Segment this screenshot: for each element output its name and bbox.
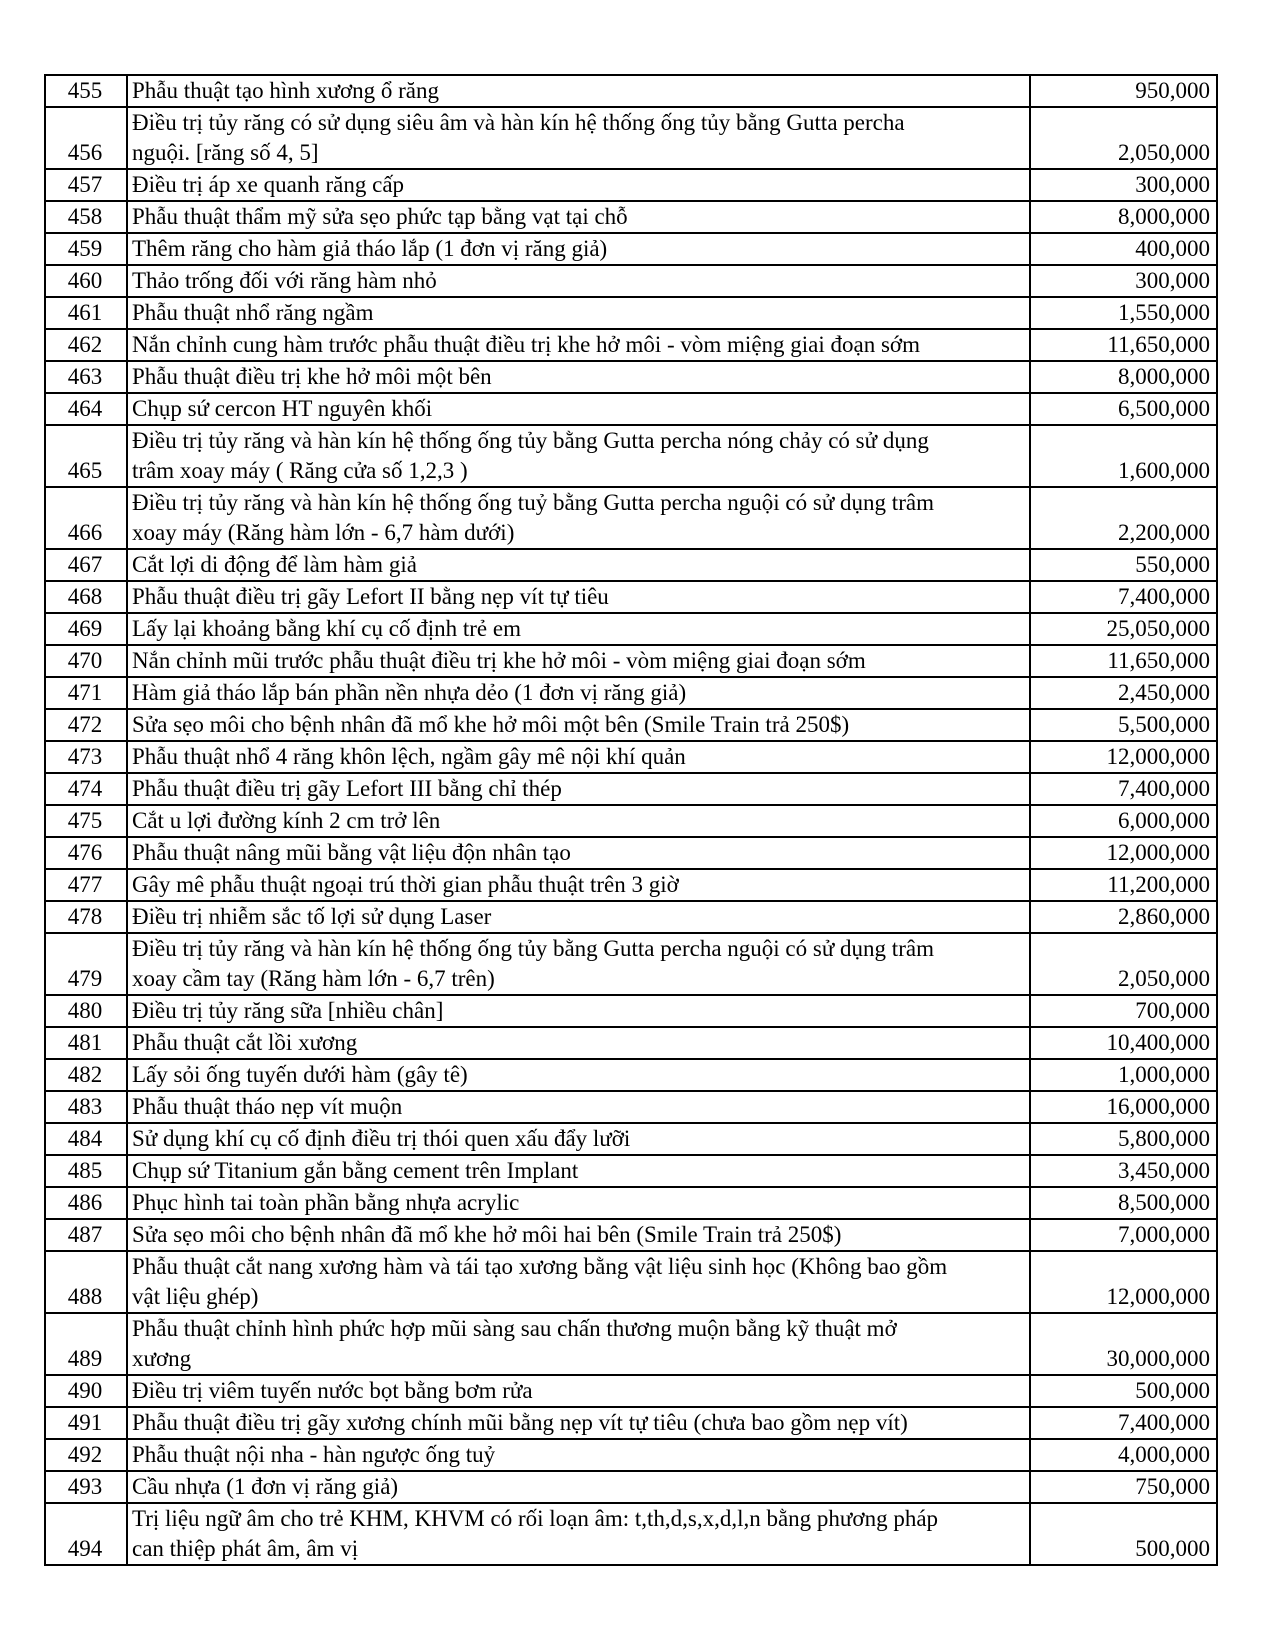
table-row [45, 297, 1217, 329]
row-number: 486 [45, 1187, 127, 1219]
service-name [127, 361, 1030, 393]
table-row [45, 1123, 1217, 1155]
service-name [127, 1155, 1030, 1187]
table-row [45, 613, 1217, 645]
row-number: 494 [45, 1503, 127, 1565]
row-number: 468 [45, 581, 127, 613]
service-price: 11,650,000 [1030, 329, 1217, 361]
row-number: 476 [45, 837, 127, 869]
service-name-line: Chụp sứ cercon HT nguyên khối [132, 396, 433, 421]
service-price: 25,050,000 [1030, 613, 1217, 645]
service-name-line: Nắn chỉnh mũi trước phẫu thuật điều trị khe hở môi - vòm miệng giai đoạn sớm [132, 648, 866, 673]
service-name [127, 869, 1030, 901]
service-name-line: Điều trị tủy răng và hàn kín hệ thống ống tủy bằng Gutta percha nguội có sử dụng trâm [132, 936, 934, 961]
service-name-line: Lấy lại khoảng bằng khí cụ cố định trẻ em [132, 616, 521, 641]
service-name-line: xương [132, 1346, 192, 1371]
row-number: 490 [45, 1375, 127, 1407]
service-price: 2,050,000 [1030, 107, 1217, 169]
service-price: 3,450,000 [1030, 1155, 1217, 1187]
service-price: 8,000,000 [1030, 361, 1217, 393]
service-name [127, 1503, 1030, 1565]
service-name-line: Điều trị tủy răng và hàn kín hệ thống ống tủy bằng Gutta percha nóng chảy có sử dụng [132, 428, 929, 453]
table-row [45, 1407, 1217, 1439]
service-name-line: Hàm giả tháo lắp bán phần nền nhựa dẻo (1 đơn vị răng giả) [132, 680, 687, 705]
table-row [45, 169, 1217, 201]
service-name-line: Lấy sỏi ống tuyến dưới hàm (gây tê) [132, 1062, 468, 1087]
service-name-line: Điều trị tủy răng sữa [nhiều chân] [132, 998, 444, 1023]
service-price: 500,000 [1030, 1503, 1217, 1565]
row-number: 478 [45, 901, 127, 933]
service-price: 5,800,000 [1030, 1123, 1217, 1155]
service-name [127, 933, 1030, 995]
table-row [45, 581, 1217, 613]
service-name-line: Phẫu thuật cắt nang xương hàm và tái tạo xương bằng vật liệu sinh học (Không bao gồm [132, 1254, 948, 1279]
service-name-line: Phẫu thuật thẩm mỹ sửa sẹo phức tạp bằng vạt tại chỗ [132, 204, 628, 229]
row-number: 455 [45, 75, 127, 107]
service-name [127, 677, 1030, 709]
service-name [127, 709, 1030, 741]
service-price: 10,400,000 [1030, 1027, 1217, 1059]
service-name-line: Phục hình tai toàn phần bằng nhựa acrylic [132, 1190, 520, 1215]
table-row [45, 1439, 1217, 1471]
service-name-line: nguội. [răng số 4, 5] [132, 140, 319, 165]
service-name [127, 1375, 1030, 1407]
row-number: 472 [45, 709, 127, 741]
table-row [45, 1059, 1217, 1091]
table-row [45, 1219, 1217, 1251]
table-row [45, 1313, 1217, 1375]
row-number: 492 [45, 1439, 127, 1471]
service-price: 16,000,000 [1030, 1091, 1217, 1123]
service-price: 1,000,000 [1030, 1059, 1217, 1091]
service-name [127, 1439, 1030, 1471]
row-number: 470 [45, 645, 127, 677]
row-number: 456 [45, 107, 127, 169]
row-number: 469 [45, 613, 127, 645]
table-row [45, 393, 1217, 425]
service-price: 700,000 [1030, 995, 1217, 1027]
service-price: 7,400,000 [1030, 773, 1217, 805]
row-number: 462 [45, 329, 127, 361]
service-name-line: Điều trị viêm tuyến nước bọt bằng bơm rửa [132, 1378, 533, 1403]
service-name [127, 741, 1030, 773]
service-name-line: Nắn chỉnh cung hàm trước phẫu thuật điều trị khe hở môi - vòm miệng giai đoạn sớm [132, 332, 920, 357]
service-name [127, 169, 1030, 201]
row-number: 489 [45, 1313, 127, 1375]
table-row [45, 995, 1217, 1027]
service-name-line: Sửa sẹo môi cho bệnh nhân đã mổ khe hở môi một bên (Smile Train trả 250$) [132, 712, 850, 737]
service-name [127, 1219, 1030, 1251]
table-row [45, 773, 1217, 805]
service-price: 2,450,000 [1030, 677, 1217, 709]
table-row [45, 1471, 1217, 1503]
service-price: 30,000,000 [1030, 1313, 1217, 1375]
table-row [45, 233, 1217, 265]
row-number: 465 [45, 425, 127, 487]
service-name [127, 425, 1030, 487]
service-price: 2,050,000 [1030, 933, 1217, 995]
table-row [45, 425, 1217, 487]
table-row [45, 645, 1217, 677]
service-name [127, 297, 1030, 329]
table-row [45, 107, 1217, 169]
service-price: 950,000 [1030, 75, 1217, 107]
table-row [45, 677, 1217, 709]
service-name-line: Điều trị áp xe quanh răng cấp [132, 172, 405, 197]
service-name-line: Điều trị nhiễm sắc tố lợi sử dụng Laser [132, 904, 492, 929]
row-number: 458 [45, 201, 127, 233]
service-name-line: Phẫu thuật điều trị gãy Lefort II bằng nẹp vít tự tiêu [132, 584, 609, 609]
table-row [45, 1187, 1217, 1219]
service-price: 1,600,000 [1030, 425, 1217, 487]
service-name [127, 233, 1030, 265]
service-price: 8,500,000 [1030, 1187, 1217, 1219]
row-number: 466 [45, 487, 127, 549]
service-name-line: can thiệp phát âm, âm vị [132, 1536, 359, 1561]
row-number: 467 [45, 549, 127, 581]
row-number: 471 [45, 677, 127, 709]
row-number: 460 [45, 265, 127, 297]
row-number: 481 [45, 1027, 127, 1059]
service-name-line: vật liệu ghép) [132, 1284, 259, 1309]
service-name [127, 837, 1030, 869]
service-price: 6,500,000 [1030, 393, 1217, 425]
row-number: 480 [45, 995, 127, 1027]
service-name-line: Phẫu thuật điều trị khe hở môi một bên [132, 364, 492, 389]
service-name [127, 581, 1030, 613]
row-number: 483 [45, 1091, 127, 1123]
service-name [127, 1251, 1030, 1313]
row-number: 464 [45, 393, 127, 425]
table-row [45, 1503, 1217, 1565]
table-row [45, 1155, 1217, 1187]
row-number: 461 [45, 297, 127, 329]
row-number: 485 [45, 1155, 127, 1187]
service-name-line: Phẫu thuật cắt lồi xương [132, 1030, 358, 1055]
table-row [45, 933, 1217, 995]
service-name-line: Điều trị tủy răng có sử dụng siêu âm và hàn kín hệ thống ống tủy bằng Gutta percha [132, 110, 905, 135]
service-name [127, 107, 1030, 169]
service-price: 500,000 [1030, 1375, 1217, 1407]
row-number: 473 [45, 741, 127, 773]
service-price: 12,000,000 [1030, 1251, 1217, 1313]
service-name-line: Điều trị tủy răng và hàn kín hệ thống ống tuỷ bằng Gutta percha nguội có sử dụng trâm [132, 490, 934, 515]
service-name [127, 645, 1030, 677]
row-number: 463 [45, 361, 127, 393]
service-name [127, 995, 1030, 1027]
service-price: 4,000,000 [1030, 1439, 1217, 1471]
service-name-line: Phẫu thuật nâng mũi bằng vật liệu độn nhân tạo [132, 840, 571, 865]
service-name-line: Cắt lợi di động để làm hàm giả [132, 552, 417, 577]
service-name [127, 1407, 1030, 1439]
service-price: 6,000,000 [1030, 805, 1217, 837]
table-row [45, 1091, 1217, 1123]
service-price: 5,500,000 [1030, 709, 1217, 741]
row-number: 493 [45, 1471, 127, 1503]
service-name [127, 75, 1030, 107]
service-name-line: Cầu nhựa (1 đơn vị răng giả) [132, 1474, 399, 1499]
service-price: 8,000,000 [1030, 201, 1217, 233]
service-price: 12,000,000 [1030, 837, 1217, 869]
table-row [45, 709, 1217, 741]
service-name [127, 613, 1030, 645]
row-number: 474 [45, 773, 127, 805]
service-name-line: Phẫu thuật điều trị gãy xương chính mũi bằng nẹp vít tự tiêu (chưa bao gồm nẹp vít) [132, 1410, 908, 1435]
row-number: 482 [45, 1059, 127, 1091]
row-number: 487 [45, 1219, 127, 1251]
row-number: 457 [45, 169, 127, 201]
service-price: 12,000,000 [1030, 741, 1217, 773]
service-price: 300,000 [1030, 265, 1217, 297]
service-name-line: Phẫu thuật tháo nẹp vít muộn [132, 1094, 403, 1119]
service-name [127, 265, 1030, 297]
service-name [127, 1091, 1030, 1123]
table-body [45, 75, 1217, 1565]
table-row [45, 741, 1217, 773]
service-name [127, 1123, 1030, 1155]
row-number: 491 [45, 1407, 127, 1439]
table-row [45, 1251, 1217, 1313]
service-name [127, 1059, 1030, 1091]
service-name-line: xoay máy (Răng hàm lớn - 6,7 hàm dưới) [132, 520, 515, 545]
service-price: 7,400,000 [1030, 1407, 1217, 1439]
service-name-line: Gây mê phẫu thuật ngoại trú thời gian phẫu thuật trên 3 giờ [132, 872, 679, 897]
row-number: 488 [45, 1251, 127, 1313]
service-name-line: Cắt u lợi đường kính 2 cm trở lên [132, 808, 441, 833]
service-name-line: Phẫu thuật tạo hình xương ổ răng [132, 78, 439, 103]
service-name-line: Sử dụng khí cụ cố định điều trị thói quen xấu đẩy lưỡi [132, 1126, 631, 1151]
service-name [127, 393, 1030, 425]
service-name [127, 901, 1030, 933]
service-price: 550,000 [1030, 549, 1217, 581]
service-name-line: Chụp sứ Titanium gắn bằng cement trên Implant [132, 1158, 579, 1183]
table-row [45, 265, 1217, 297]
service-price: 7,000,000 [1030, 1219, 1217, 1251]
table-row [45, 487, 1217, 549]
service-name-line: Phẫu thuật chỉnh hình phức hợp mũi sàng sau chấn thương muộn bằng kỹ thuật mở [132, 1316, 897, 1341]
service-name [127, 1471, 1030, 1503]
table-row [45, 201, 1217, 233]
service-name [127, 1187, 1030, 1219]
service-name [127, 549, 1030, 581]
service-name-line: Phẫu thuật nhổ răng ngầm [132, 300, 374, 325]
service-name-line: Sửa sẹo môi cho bệnh nhân đã mổ khe hở môi hai bên (Smile Train trả 250$) [132, 1222, 842, 1247]
row-number: 475 [45, 805, 127, 837]
table-row [45, 901, 1217, 933]
service-name-line: Thêm răng cho hàm giả tháo lắp (1 đơn vị răng giả) [132, 236, 608, 261]
row-number: 479 [45, 933, 127, 995]
service-price: 400,000 [1030, 233, 1217, 265]
row-number: 484 [45, 1123, 127, 1155]
service-name [127, 329, 1030, 361]
table-row [45, 329, 1217, 361]
table-row [45, 869, 1217, 901]
service-price: 2,200,000 [1030, 487, 1217, 549]
service-price: 750,000 [1030, 1471, 1217, 1503]
service-name-line: trâm xoay máy ( Răng cửa số 1,2,3 ) [132, 458, 468, 483]
row-number: 459 [45, 233, 127, 265]
service-name-line: Thảo trống đối với răng hàm nhỏ [132, 268, 437, 293]
service-name-line: Phẫu thuật điều trị gãy Lefort III bằng chỉ thép [132, 776, 562, 801]
table-row [45, 1375, 1217, 1407]
service-price: 300,000 [1030, 169, 1217, 201]
service-price: 11,650,000 [1030, 645, 1217, 677]
service-name-line: Phẫu thuật nhổ 4 răng khôn lệch, ngầm gây mê nội khí quản [132, 744, 686, 769]
service-price: 2,860,000 [1030, 901, 1217, 933]
service-name-line: Phẫu thuật nội nha - hàn ngược ống tuỷ [132, 1442, 496, 1467]
price-table [44, 74, 1218, 1566]
service-name [127, 773, 1030, 805]
table-row [45, 361, 1217, 393]
service-price: 7,400,000 [1030, 581, 1217, 613]
service-name [127, 1313, 1030, 1375]
table-row [45, 549, 1217, 581]
service-price: 1,550,000 [1030, 297, 1217, 329]
service-name [127, 1027, 1030, 1059]
service-price: 11,200,000 [1030, 869, 1217, 901]
service-name-line: xoay cầm tay (Răng hàm lớn - 6,7 trên) [132, 966, 495, 991]
service-name-line: Trị liệu ngữ âm cho trẻ KHM, KHVM có rối loạn âm: t,th,d,s,x,d,l,n bằng phương pháp [132, 1506, 939, 1531]
table-row [45, 75, 1217, 107]
service-name [127, 201, 1030, 233]
table-row [45, 805, 1217, 837]
service-name [127, 805, 1030, 837]
table-row [45, 837, 1217, 869]
table-row [45, 1027, 1217, 1059]
row-number: 477 [45, 869, 127, 901]
service-name [127, 487, 1030, 549]
